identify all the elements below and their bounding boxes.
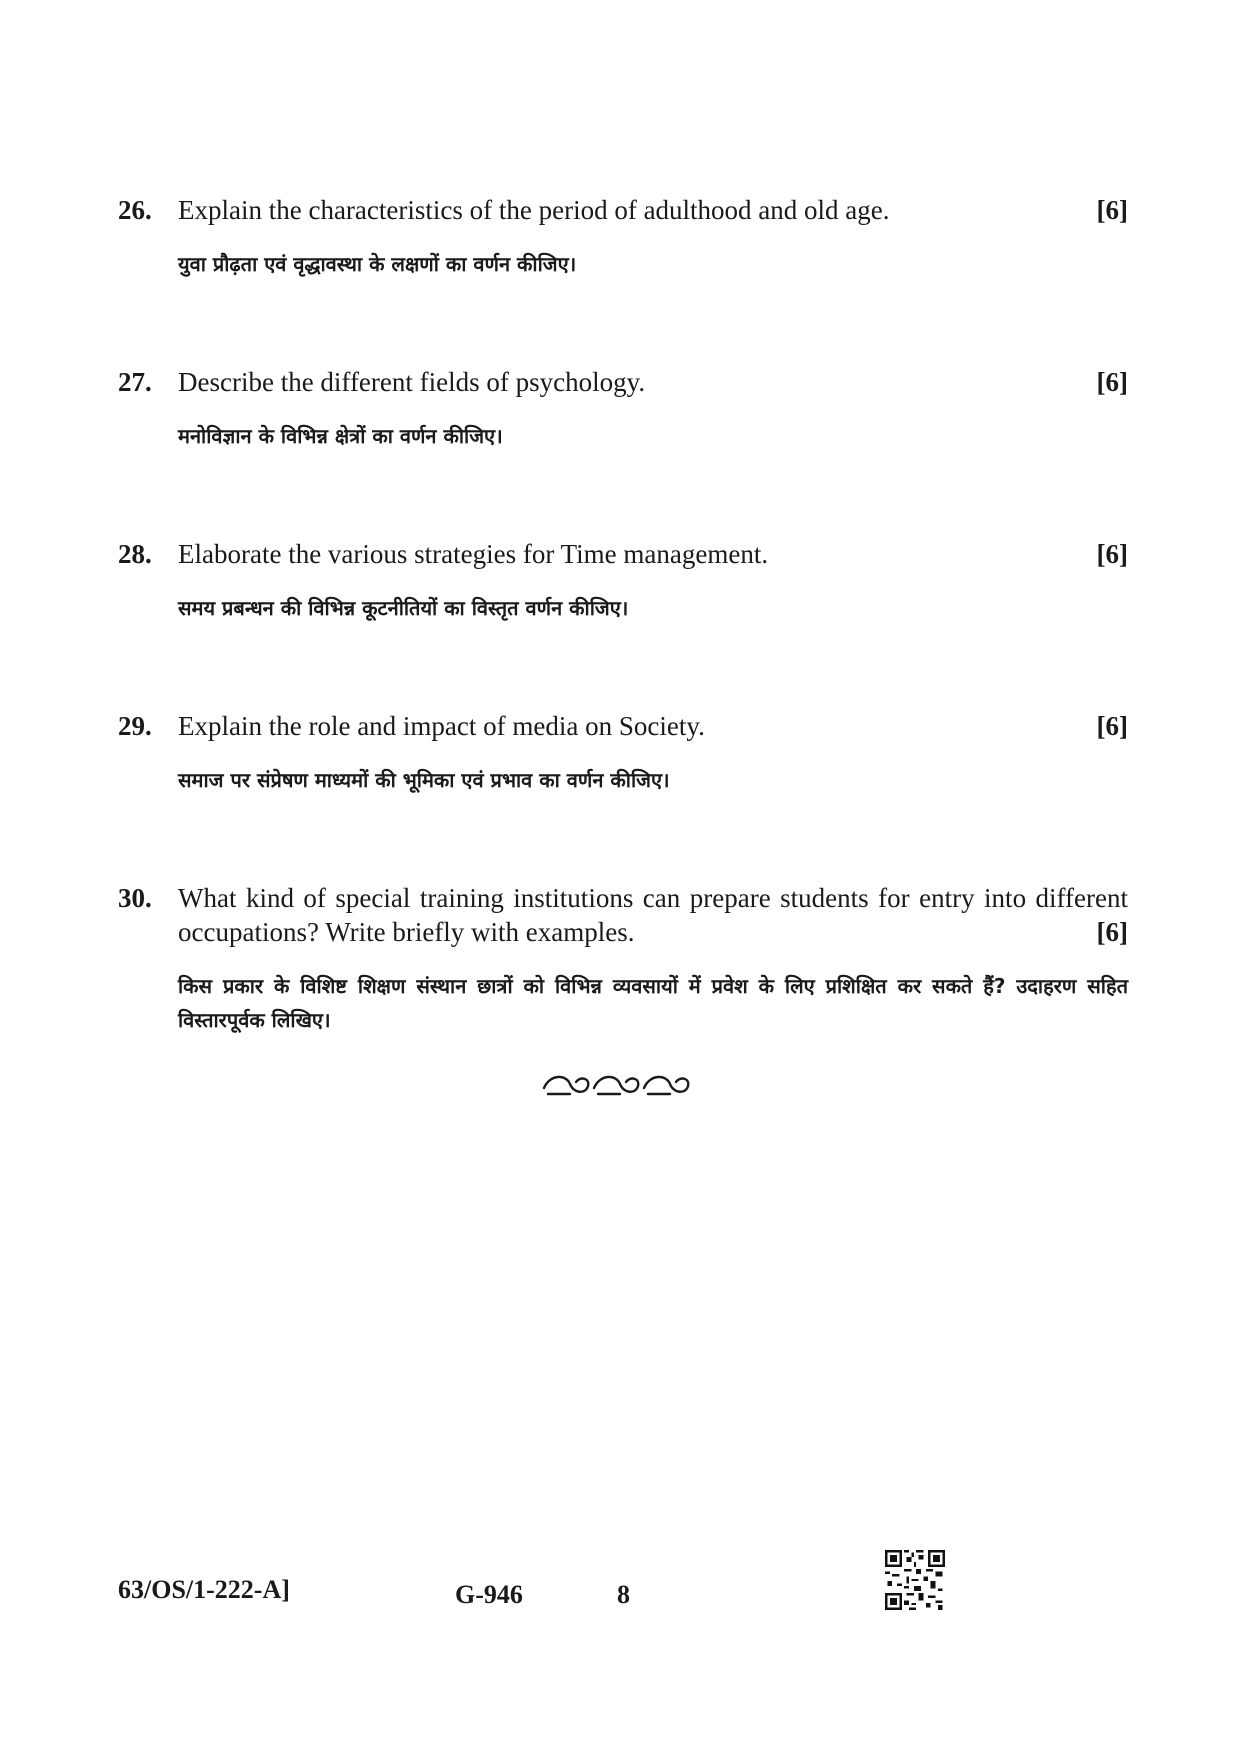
question-29-line [118,709,1128,743]
question-marks: [6] [1096,539,1128,569]
question-hindi-text: किस प्रकार के विशिष्ट शिक्षण संस्थान छात्रों को विभिन्न व्यवसायों में प्रवेश के लिए प्रशिक्षित कर सकते हैं? उदाहरण सहित विस्तारपूर्वक लिखिए। [178,974,1128,1032]
paper-number: G-946 [455,1580,523,1609]
question-27-line [118,365,1128,399]
question-text: Explain the characteristics of the period of adulthood and old age. [178,195,890,225]
question-number: 27. [118,367,152,397]
question-hindi-text: समय प्रबन्धन की विभिन्न कूटनीतियों का विस्तृत वर्णन कीजिए। [178,596,629,620]
question-text: Explain the role and impact of media on Society. [178,711,705,741]
question-number: 28. [118,539,152,569]
question-29 [118,709,1128,797]
qr-code-icon [885,1550,945,1610]
question-marks: [6] [1096,711,1128,741]
question-text: Elaborate the various strategies for Time management. [178,539,769,569]
question-27 [118,365,1128,453]
question-number: 26. [118,195,152,225]
question-hindi-text: समाज पर संप्रेषण माध्यमों की भूमिका एवं प्रभाव का वर्णन कीजिए। [178,768,670,792]
question-26 [118,193,1128,281]
question-number: 29. [118,711,152,741]
question-marks: [6] [1096,917,1128,947]
question-28-line [118,537,1128,571]
question-hindi-text: मनोविज्ञान के विभिन्न क्षेत्रों का वर्णन कीजिए। [178,424,503,448]
question-26-line [118,193,1128,227]
question-30-line [118,881,1128,949]
question-30 [118,881,1128,1037]
end-ornament-icon [540,1070,700,1100]
question-marks: [6] [1096,195,1128,225]
question-number: 30. [118,883,152,913]
question-hindi-text: युवा प्रौढ़ता एवं वृद्धावस्था के लक्षणों का वर्णन कीजिए। [178,252,577,276]
paper-code: 63/OS/1-222-A] [118,1575,290,1604]
page-number: 8 [617,1580,630,1609]
question-text: Describe the different fields of psychology. [178,367,646,397]
question-28 [118,537,1128,625]
question-text: What kind of special training institutions can prepare students for entry into different occupations? Write briefly with examples. [178,883,1128,947]
question-marks: [6] [1096,367,1128,397]
